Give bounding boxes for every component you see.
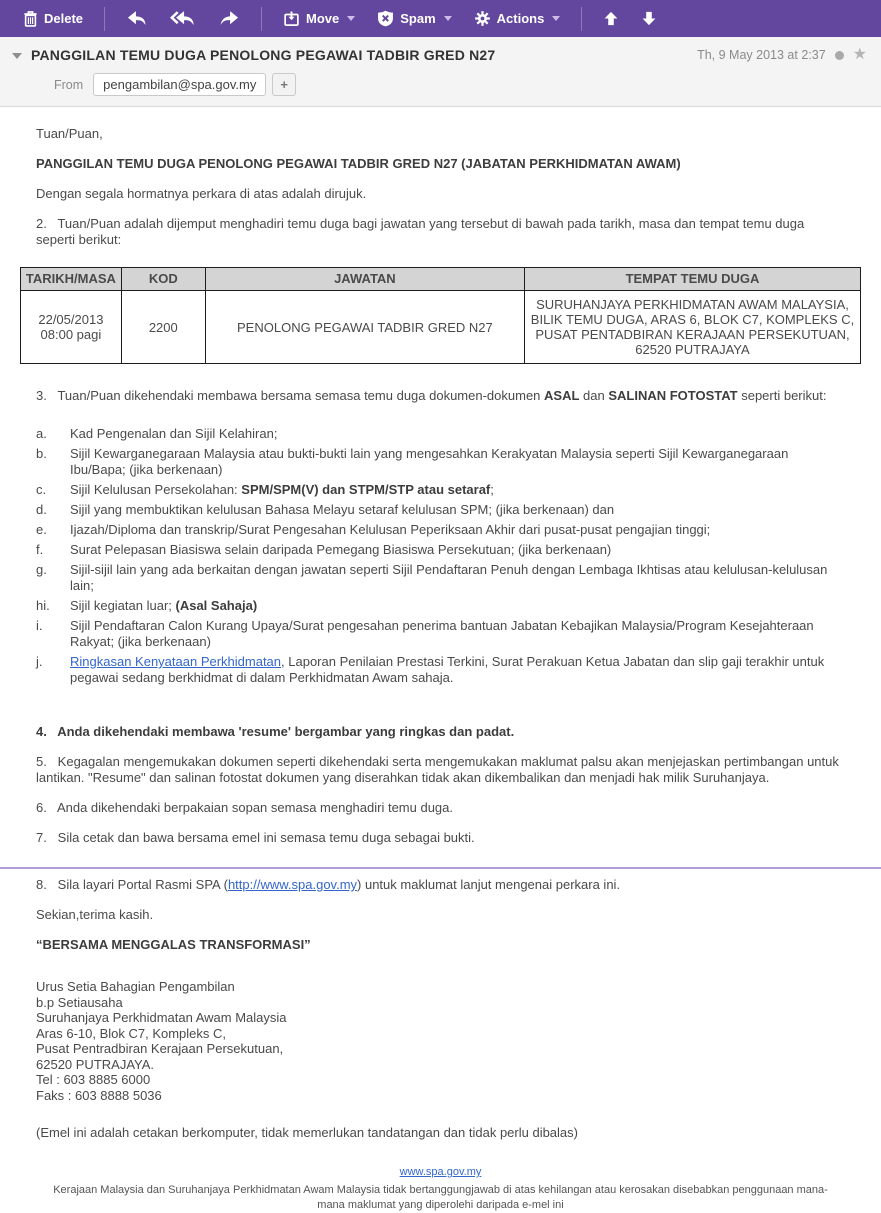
document-list (36, 426, 845, 686)
add-contact-button[interactable]: + (272, 73, 296, 96)
paragraph-1: Dengan segala hormatnya perkara di atas adalah dirujuk. (36, 186, 367, 201)
message-header (0, 37, 881, 107)
forward-button[interactable] (209, 4, 249, 33)
paragraph-6: 6. Anda dikehendaki berpakaian sopan semasa menghadiri temu duga. (36, 800, 454, 815)
document-list-item (36, 598, 845, 614)
trash-icon (23, 10, 38, 27)
star-icon[interactable]: ★ (852, 46, 867, 63)
reply-all-button[interactable] (161, 4, 205, 33)
col-header-kod: KOD (121, 268, 205, 291)
computer-generated-note: (Emel ini adalah cetakan berkomputer, tidak memerlukan tandatangan dan tidak perlu dibalas) (36, 1125, 578, 1140)
move-icon (283, 10, 300, 27)
col-header-jawatan: JAWATAN (205, 268, 524, 291)
paragraph-3: 3. Tuan/Puan dikehendaki membawa bersama semasa temu duga dokumen-dokumen ASAL dan SALINAN FOTOSTAT seperti berikut: (36, 388, 827, 403)
footer-spa-link[interactable]: www.spa.gov.my (399, 1166, 482, 1178)
cell-kod: 2200 (121, 291, 205, 364)
document-list-item (36, 446, 845, 478)
purple-divider (0, 867, 881, 869)
gear-icon (474, 10, 491, 27)
email-footer (36, 1165, 845, 1213)
document-item-text: Surat Pelepasan Biasiswa selain daripada Pemegang Biasiswa Persekutuan; (jika berkenaan) (70, 542, 612, 557)
read-status-icon (835, 51, 844, 60)
from-address-chip[interactable]: pengambilan@spa.gov.my (93, 73, 266, 96)
document-item-label: c. (36, 482, 47, 497)
move-label: Move (306, 11, 340, 26)
collapse-message-icon[interactable] (12, 53, 22, 59)
reply-button[interactable] (117, 4, 157, 33)
chevron-down-icon (552, 16, 560, 21)
document-list-item (36, 426, 845, 442)
col-header-tarikh: TARIKH/MASA (21, 268, 122, 291)
document-item-text: Sijil kegiatan luar; (Asal Sahaja) (70, 598, 258, 613)
table-header-row (21, 268, 861, 291)
document-item-text: Ringkasan Kenyataan Perkhidmatan, Laporan Penilaian Prestasi Terkini, Surat Perakuan Ketua Jabatan dan slip gaji terakhir untuk pegawai sedang berkhidmat di dalam Perkhidmatan Awam sahaja. (70, 654, 825, 685)
document-list-item (36, 618, 845, 650)
document-item-label: g. (36, 562, 47, 577)
document-item-text: Sijil Pendaftaran Calon Kurang Upaya/Surat pengesahan penerima bantuan Jabatan Kebajikan Malaysia/Program Kesejahteraan Rakyat; (jika berkenaan) (70, 618, 814, 649)
email-date: Th, 9 May 2013 at 2:37 (697, 48, 826, 62)
document-list-item (36, 502, 845, 518)
email-body (0, 107, 881, 1213)
arrow-up-icon (603, 11, 619, 26)
spa-portal-link[interactable]: http://www.spa.gov.my (227, 877, 358, 892)
delete-label: Delete (44, 11, 84, 26)
document-list-item (36, 542, 845, 558)
chevron-down-icon (444, 16, 452, 21)
table-row (21, 291, 861, 364)
document-item-link[interactable]: Ringkasan Kenyataan Perkhidmatan (70, 654, 282, 669)
salutation: Tuan/Puan, (36, 126, 103, 141)
signature-block: Urus Setia Bahagian Pengambilan b.p Setiausaha Suruhanjaya Perkhidmatan Awam Malaysia Aras 6-10, Blok C7, Kompleks C, Pusat Pentradbiran Kerajaan Persekutuan, 62520 PUTRAJAYA. Tel : 603 8885 6000 Faks : 603 8888 5036 (36, 979, 287, 1103)
document-item-label: b. (36, 446, 47, 461)
spam-button[interactable] (368, 4, 460, 33)
cell-jawatan: PENOLONG PEGAWAI TADBIR GRED N27 (205, 291, 524, 364)
paragraph-7: 7. Sila cetak dan bawa bersama emel ini semasa temu duga sebagai bukti. (36, 830, 475, 845)
document-list-item (36, 522, 845, 538)
slogan: “BERSAMA MENGGALAS TRANSFORMASI” (36, 937, 311, 952)
document-list-item (36, 482, 845, 498)
closing: Sekian,terima kasih. (36, 907, 154, 922)
next-message-button[interactable] (632, 5, 666, 32)
document-list-item (36, 562, 845, 594)
interview-schedule-table (20, 267, 861, 364)
toolbar-separator (104, 7, 105, 31)
document-item-label: f. (36, 542, 44, 557)
delete-button[interactable] (14, 4, 92, 33)
move-button[interactable] (274, 4, 364, 33)
cell-tarikh: 22/05/2013 08:00 pagi (21, 291, 122, 364)
spam-label: Spam (400, 11, 436, 26)
document-item-label: hi. (36, 598, 50, 613)
document-item-text: Sijil yang membuktikan kelulusan Bahasa Melayu setaraf kelulusan SPM; (jika berkenaan) dan (70, 502, 615, 517)
paragraph-4: 4. Anda dikehendaki membawa 'resume' bergambar yang ringkas dan padat. (36, 724, 515, 739)
actions-button[interactable] (465, 4, 570, 33)
document-item-label: a. (36, 426, 47, 441)
email-body-title: PANGGILAN TEMU DUGA PENOLONG PEGAWAI TADBIR GRED N27 (JABATAN PERKHIDMATAN AWAM) (36, 156, 681, 171)
chevron-down-icon (347, 16, 355, 21)
document-item-text: Kad Pengenalan dan Sijil Kelahiran; (70, 426, 278, 441)
arrow-down-icon (641, 11, 657, 26)
previous-message-button[interactable] (594, 5, 628, 32)
document-item-text: Sijil-sijil lain yang ada berkaitan dengan jawatan seperti Sijil Pendaftaran Penuh dengan Lembaga Ikhtisas atau kelulusan-kelulusan lain; (70, 562, 828, 593)
toolbar-separator (261, 7, 262, 31)
document-item-text: Ijazah/Diploma dan transkrip/Surat Pengesahan Kelulusan Peperiksaan Akhir dari pusat-pusat pengajian tinggi; (70, 522, 711, 537)
document-item-label: i. (36, 618, 43, 633)
reply-all-icon (170, 10, 196, 27)
document-item-label: d. (36, 502, 47, 517)
paragraph-2: 2. Tuan/Puan adalah dijemput menghadiri temu duga bagi jawatan yang tersebut di bawah pada tarikh, masa dan tempat temu duga seperti berikut: (36, 216, 805, 247)
spam-shield-icon (377, 10, 394, 27)
toolbar (0, 0, 881, 37)
col-header-tempat: TEMPAT TEMU DUGA (524, 268, 860, 291)
cell-tempat: SURUHANJAYA PERKHIDMATAN AWAM MALAYSIA, BILIK TEMU DUGA, ARAS 6, BLOK C7, KOMPLEKS C, PUSAT PENTADBIRAN KERAJAAN PERSEKUTUAN, 62520 PUTRAJAYA (524, 291, 860, 364)
document-item-label: j. (36, 654, 43, 669)
actions-label: Actions (496, 11, 545, 26)
document-item-text: Sijil Kelulusan Persekolahan: SPM/SPM(V) dan STPM/STP atau setaraf; (70, 482, 494, 497)
document-item-label: e. (36, 522, 47, 537)
reply-icon (126, 10, 148, 27)
footer-disclaimer: Kerajaan Malaysia dan Suruhanjaya Perkhidmatan Awam Malaysia tidak bertanggungjawab di atas kehilangan atau kerosakan disebabkan penggunaan mana-mana maklumat yang diperolehi daripada e-mel ini (53, 1184, 828, 1211)
paragraph-8: 8. Sila layari Portal Rasmi SPA (http://www.spa.gov.my) untuk maklumat lanjut mengenai perkara ini. (36, 877, 621, 892)
document-item-text: Sijil Kewarganegaraan Malaysia atau bukti-bukti lain yang mengesahkan Kerakyatan Malaysia seperti Sijil Kewarganegaraan Ibu/Bapa; (jika berkenaan) (70, 446, 789, 477)
document-list-item (36, 654, 845, 686)
from-label: From (54, 77, 84, 92)
forward-icon (218, 10, 240, 27)
paragraph-5: 5. Kegagalan mengemukakan dokumen seperti dikehendaki serta mengemukakan maklumat palsu akan menjejaskan pertimbangan untuk lantikan. "Resume" dan salinan fotostat dokumen yang diserahkan tidak akan dikembalikan dan menjadi hak milik Suruhanjaya. (36, 754, 839, 785)
email-subject: PANGGILAN TEMU DUGA PENOLONG PEGAWAI TADBIR GRED N27 (31, 47, 496, 63)
toolbar-separator (581, 7, 582, 31)
